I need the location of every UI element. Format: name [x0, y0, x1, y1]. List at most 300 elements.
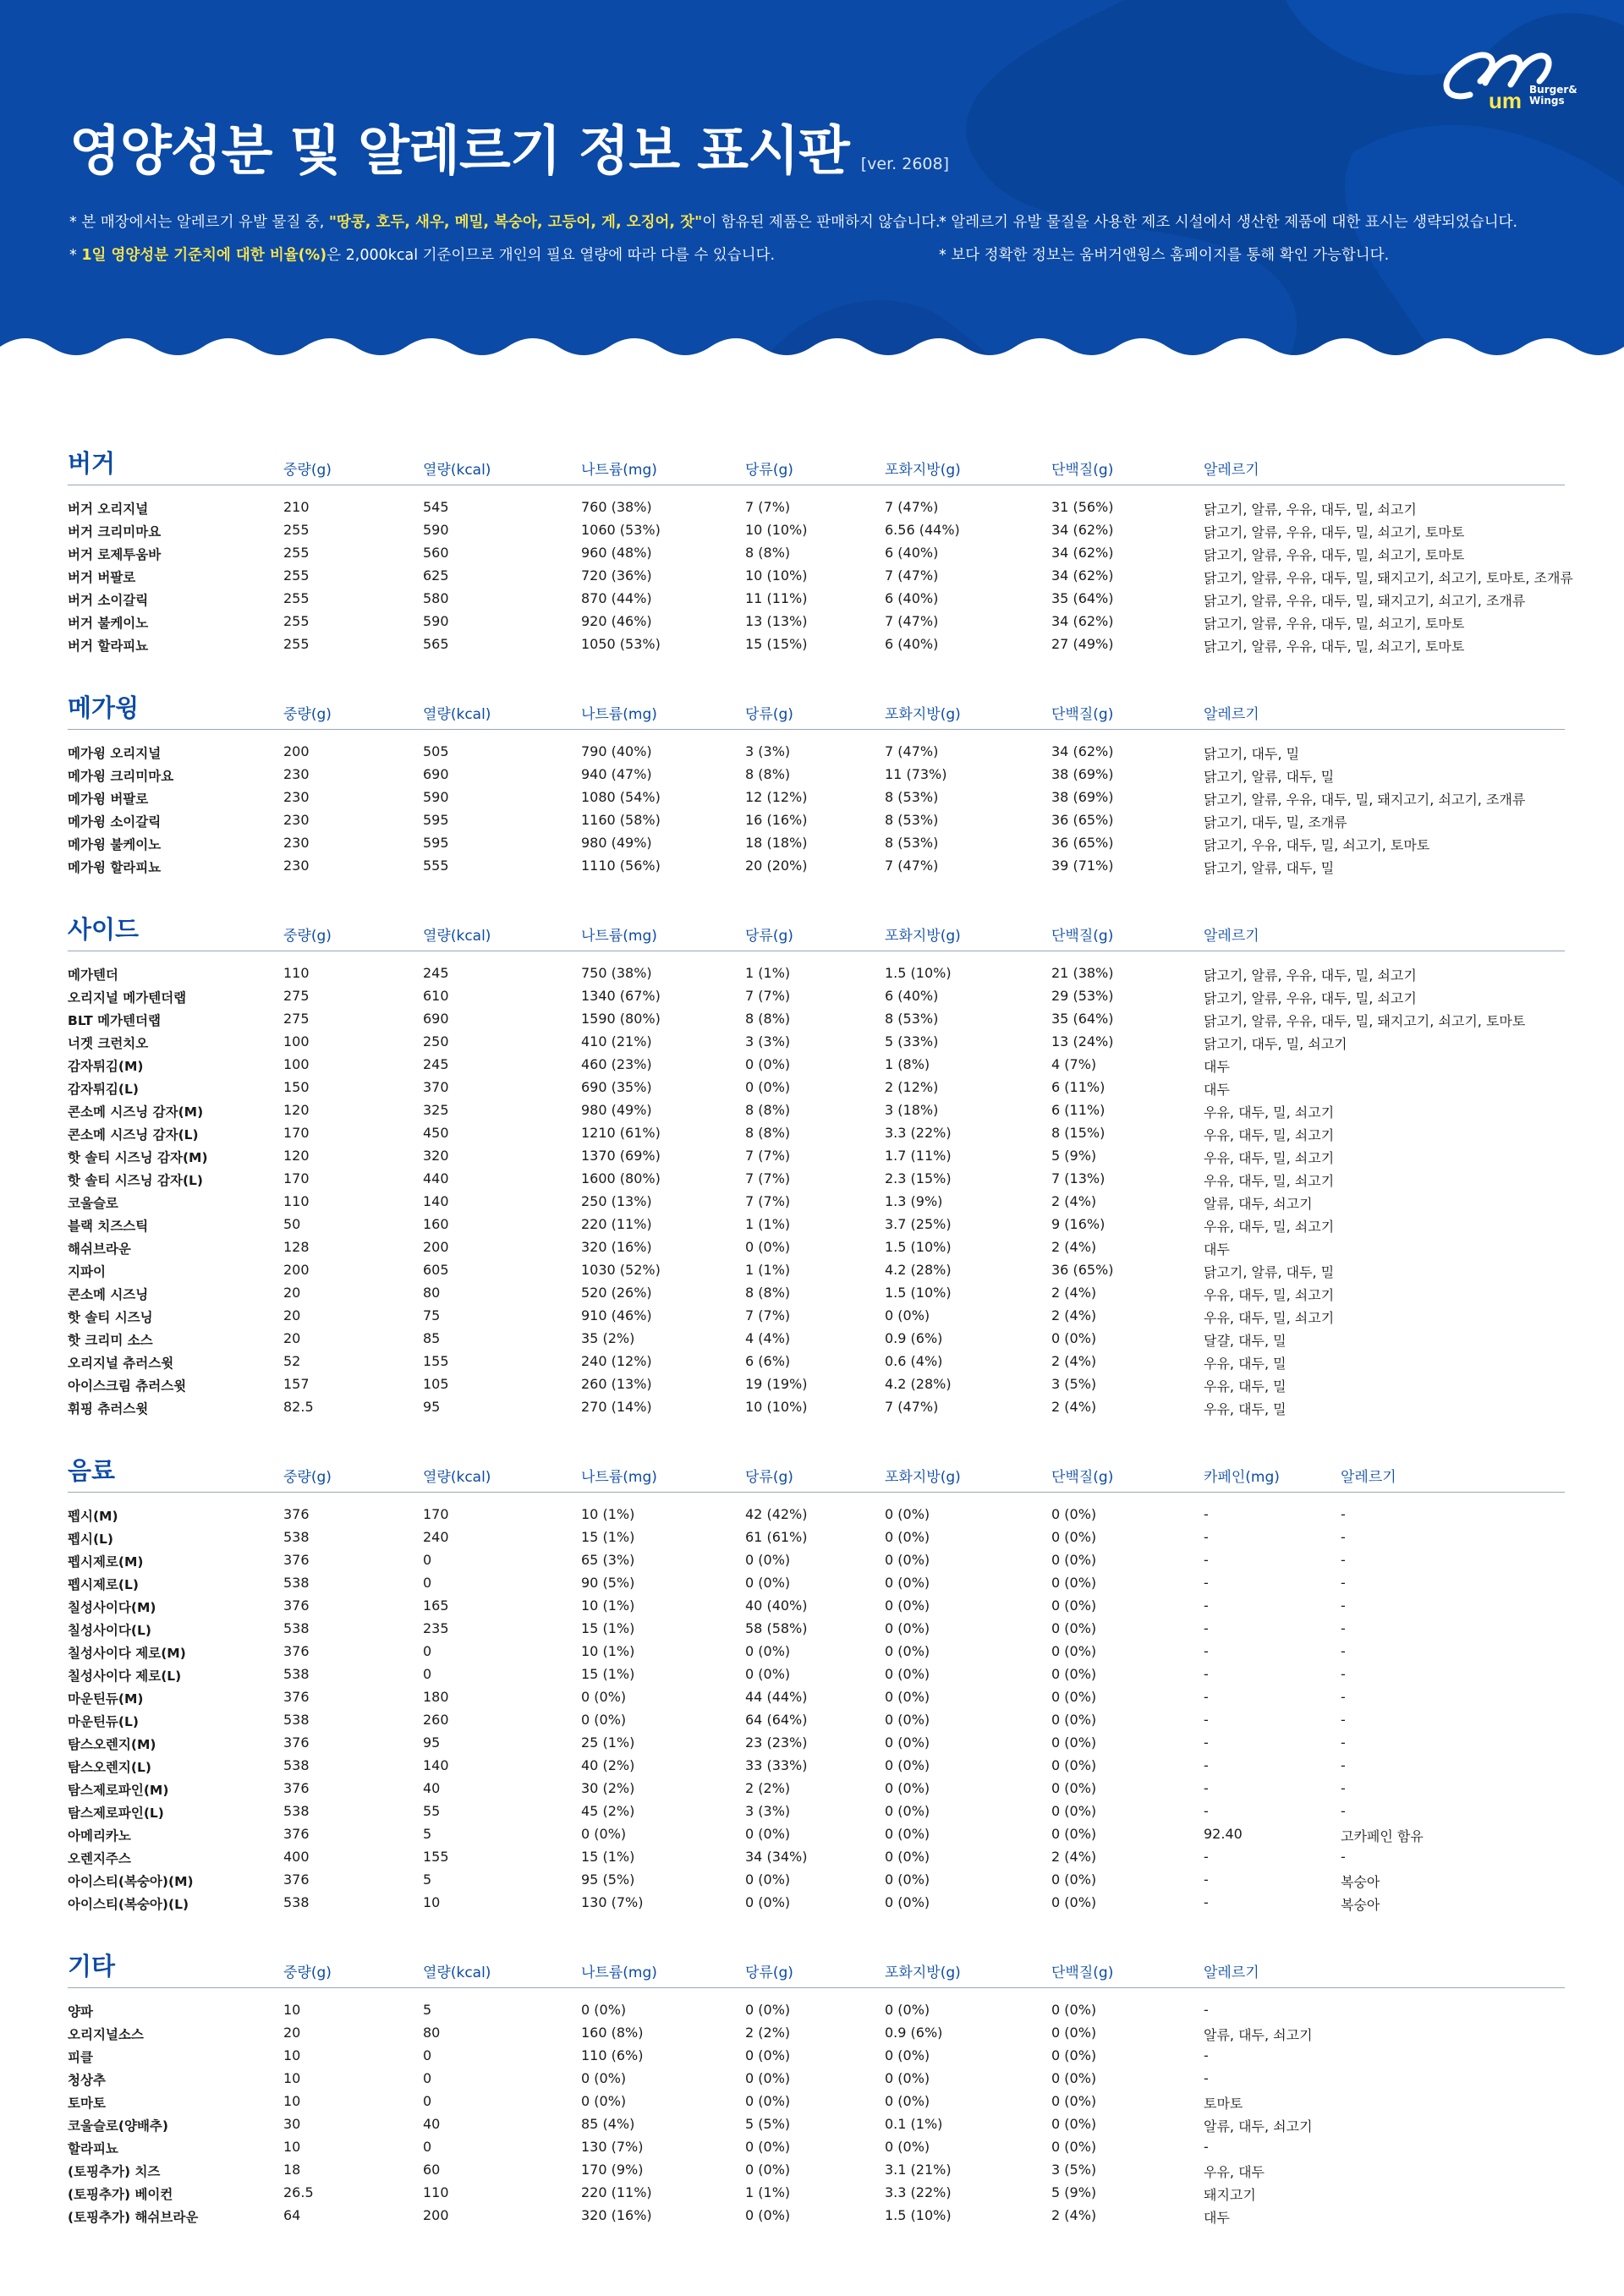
- table-cell: 0 (0%): [745, 2002, 791, 2018]
- table-cell: 110 (6%): [581, 2047, 644, 2063]
- item-name: 아이스티(복숭아)(L): [68, 1897, 189, 1912]
- table-cell: 우유, 대두, 밀, 쇠고기: [1204, 1173, 1335, 1189]
- column-header: 단백질(g): [1051, 1469, 1114, 1486]
- table-cell: 1050 (53%): [581, 636, 661, 652]
- table-cell: 255: [283, 545, 310, 561]
- table-cell: 6 (40%): [885, 590, 939, 606]
- column-header: 열량(kcal): [423, 462, 491, 479]
- table-cell: 우유, 대두, 밀, 쇠고기: [1204, 1219, 1335, 1235]
- item-name: 버거 오리지널: [68, 501, 149, 517]
- table-cell: 0 (0%): [745, 1079, 791, 1095]
- table-cell: 닭고기, 알류, 우유, 대두, 밀, 쇠고기, 토마토: [1204, 638, 1465, 655]
- table-cell: 대두: [1204, 1059, 1230, 1075]
- item-name: (토핑추가) 치즈: [68, 2164, 161, 2179]
- table-cell: 0 (0%): [885, 1712, 930, 1728]
- table-cell: 20: [283, 2025, 301, 2041]
- table-cell: 440: [423, 1170, 449, 1186]
- table-cell: 0 (0%): [745, 1643, 791, 1659]
- column-header: 당류(g): [745, 928, 793, 945]
- table-cell: 95: [423, 1399, 441, 1415]
- table-cell: 320 (16%): [581, 1239, 652, 1255]
- section-drink: [68, 1455, 1565, 1914]
- table-cell: 고카페인 함유: [1341, 1828, 1424, 1844]
- table-cell: 220 (11%): [581, 1216, 652, 1232]
- section-etc: [68, 1951, 1565, 2227]
- table-cell: 7 (13%): [1051, 1170, 1106, 1186]
- table-cell: 1340 (67%): [581, 988, 661, 1004]
- table-cell: 2 (4%): [1051, 1307, 1097, 1323]
- table-cell: 15 (1%): [581, 1849, 635, 1865]
- table-cell: 0 (0%): [885, 1871, 930, 1888]
- table-cell: 0 (0%): [745, 1552, 791, 1568]
- table-cell: 0 (0%): [1051, 1666, 1097, 1682]
- table-cell: 1 (1%): [745, 965, 791, 981]
- table-row: [68, 1281, 1565, 1304]
- table-row: [68, 610, 1565, 633]
- table-cell: 0 (0%): [885, 1307, 930, 1323]
- table-cell: 80: [423, 1285, 441, 1301]
- item-name: 마운틴듀(M): [68, 1691, 144, 1707]
- table-row: [68, 1213, 1565, 1236]
- table-cell: 255: [283, 590, 310, 606]
- table-cell: 230: [283, 789, 310, 805]
- item-name: 아이스티(복숭아)(M): [68, 1874, 194, 1889]
- table-cell: 닭고기, 알류, 대두, 밀: [1204, 769, 1335, 785]
- table-cell: 우유, 대두, 밀, 쇠고기: [1204, 1127, 1335, 1143]
- table-row: [68, 984, 1565, 1007]
- table-row: [68, 2135, 1565, 2158]
- table-cell: 2 (4%): [1051, 1849, 1097, 1865]
- table-cell: 0 (0%): [1051, 2139, 1097, 2155]
- item-name: 메가윙 할라피뇨: [68, 860, 162, 875]
- table-cell: 4.2 (28%): [885, 1262, 952, 1278]
- table-cell: -: [1204, 1757, 1209, 1773]
- item-name: 오리지널 츄러스윗: [68, 1356, 174, 1371]
- item-name: 칠성사이다(M): [68, 1600, 156, 1615]
- table-cell: 대두: [1204, 1241, 1230, 1258]
- table-cell: 160: [423, 1216, 449, 1232]
- table-cell: 0: [423, 1643, 432, 1659]
- column-header: 중량(g): [283, 706, 332, 723]
- table-cell: 920 (46%): [581, 613, 652, 629]
- table-cell: 38 (69%): [1051, 789, 1114, 805]
- item-name: 핫 솔티 시즈닝 감자(M): [68, 1150, 208, 1165]
- table-cell: 0 (0%): [885, 1597, 930, 1614]
- column-header: 열량(kcal): [423, 706, 491, 723]
- table-row: [68, 2158, 1565, 2181]
- table-cell: 128: [283, 1239, 310, 1255]
- table-cell: 555: [423, 858, 449, 874]
- table-cell: 23 (23%): [745, 1734, 808, 1751]
- table-row: [68, 2112, 1565, 2135]
- table-cell: 0 (0%): [745, 1575, 791, 1591]
- item-name: 메가윙 오리지널: [68, 746, 162, 761]
- table-cell: 0 (0%): [885, 2093, 930, 2109]
- item-name: 펩시(M): [68, 1509, 118, 1524]
- table-cell: 690 (35%): [581, 1079, 652, 1095]
- table-cell: 565: [423, 636, 449, 652]
- item-name: 버거 버팔로: [68, 570, 136, 585]
- table-cell: 8 (15%): [1051, 1125, 1106, 1141]
- table-cell: 250: [423, 1033, 449, 1049]
- table-cell: 2 (2%): [745, 1780, 791, 1796]
- table-cell: 250 (13%): [581, 1193, 652, 1209]
- table-cell: 5 (33%): [885, 1033, 939, 1049]
- table-cell: 7 (7%): [745, 499, 791, 515]
- table-cell: 15 (15%): [745, 636, 808, 652]
- table-cell: 0 (0%): [885, 1620, 930, 1636]
- table-cell: 8 (53%): [885, 812, 939, 828]
- item-name: 피클: [68, 2050, 93, 2065]
- table-cell: 0 (0%): [1051, 1757, 1097, 1773]
- item-name: 탐스제로파인(L): [68, 1806, 164, 1821]
- title-row: [69, 108, 949, 185]
- table-cell: -: [1341, 1529, 1346, 1545]
- table-cell: 230: [283, 766, 310, 782]
- table-cell: 230: [283, 858, 310, 874]
- table-cell: 34 (34%): [745, 1849, 808, 1865]
- table-cell: 200: [423, 1239, 449, 1255]
- table-cell: 닭고기, 알류, 우유, 대두, 밀, 쇠고기, 토마토: [1204, 616, 1465, 632]
- table-row: [68, 1121, 1565, 1144]
- table-cell: 9 (16%): [1051, 1216, 1106, 1232]
- item-name: 메가윙 불케이노: [68, 837, 162, 852]
- table-cell: 0 (0%): [1051, 2093, 1097, 2109]
- table-cell: 155: [423, 1353, 449, 1369]
- item-name: BLT 메가텐더랩: [68, 1013, 161, 1028]
- column-header: 단백질(g): [1051, 928, 1114, 945]
- table-cell: 150: [283, 1079, 310, 1095]
- table-cell: 1 (1%): [745, 1262, 791, 1278]
- table-cell: 0 (0%): [885, 1689, 930, 1705]
- table-cell: 29 (53%): [1051, 988, 1114, 1004]
- table-cell: 0 (0%): [885, 1757, 930, 1773]
- item-name: 감자튀김(M): [68, 1059, 144, 1074]
- table-row: [68, 1007, 1565, 1030]
- item-name: 펩시제로(M): [68, 1554, 144, 1570]
- table-cell: 20: [283, 1330, 301, 1346]
- table-cell: 230: [283, 835, 310, 851]
- table-cell: 538: [283, 1620, 310, 1636]
- table-cell: 260 (13%): [581, 1376, 652, 1392]
- table-row: [68, 1503, 1565, 1526]
- table-cell: 320: [423, 1148, 449, 1164]
- column-header: 당류(g): [745, 1469, 793, 1486]
- table-cell: 0 (0%): [581, 1689, 627, 1705]
- logo-sub2: Wings: [1529, 95, 1565, 107]
- table-cell: 0: [423, 1552, 432, 1568]
- table-cell: 980 (49%): [581, 1102, 652, 1118]
- column-header: 포화지방(g): [885, 462, 961, 479]
- table-cell: 0 (0%): [1051, 1620, 1097, 1636]
- table-cell: 3 (3%): [745, 743, 791, 759]
- table-cell: 220 (11%): [581, 2184, 652, 2200]
- table-row: [68, 587, 1565, 610]
- table-row: [68, 962, 1565, 984]
- column-header: 나트륨(mg): [581, 928, 657, 945]
- table-cell: 0.1 (1%): [885, 2116, 943, 2132]
- table-cell: 10 (1%): [581, 1597, 635, 1614]
- table-cell: 7 (47%): [885, 743, 939, 759]
- table-cell: 18 (18%): [745, 835, 808, 851]
- column-header: 포화지방(g): [885, 1964, 961, 1981]
- table-cell: 0 (0%): [1051, 2047, 1097, 2063]
- table-cell: 538: [283, 1575, 310, 1591]
- table-cell: 520 (26%): [581, 1285, 652, 1301]
- table-cell: 0 (0%): [885, 1780, 930, 1796]
- table-cell: -: [1341, 1506, 1346, 1522]
- table-cell: 20 (20%): [745, 858, 808, 874]
- table-cell: 닭고기, 알류, 우유, 대두, 밀, 돼지고기, 쇠고기, 토마토: [1204, 1013, 1526, 1029]
- table-cell: 13 (13%): [745, 613, 808, 629]
- table-cell: 11 (11%): [745, 590, 808, 606]
- table-cell: -: [1204, 1871, 1209, 1888]
- column-header: 알레르기: [1204, 928, 1259, 945]
- table-cell: 0 (0%): [745, 1826, 791, 1842]
- table-cell: 0 (0%): [885, 1803, 930, 1819]
- table-cell: 790 (40%): [581, 743, 652, 759]
- table-cell: 닭고기, 알류, 우유, 대두, 밀, 쇠고기: [1204, 990, 1417, 1006]
- table-cell: 16 (16%): [745, 812, 808, 828]
- table-cell: 170: [423, 1506, 449, 1522]
- table-cell: 240: [423, 1529, 449, 1545]
- table-cell: 255: [283, 522, 310, 538]
- table-cell: 44 (44%): [745, 1689, 808, 1705]
- table-cell: 1370 (69%): [581, 1148, 661, 1164]
- table-cell: 4 (7%): [1051, 1056, 1097, 1072]
- table-cell: 376: [283, 1597, 310, 1614]
- table-cell: 0 (0%): [885, 1643, 930, 1659]
- table-cell: 82.5: [283, 1399, 314, 1415]
- table-cell: -: [1204, 2070, 1209, 2086]
- column-header: 포화지방(g): [885, 928, 961, 945]
- table-cell: 560: [423, 545, 449, 561]
- logo-wordmark: [1529, 85, 1577, 107]
- table-cell: 140: [423, 1193, 449, 1209]
- table-cell: 260: [423, 1712, 449, 1728]
- table-cell: 20: [283, 1307, 301, 1323]
- table-cell: 8 (53%): [885, 835, 939, 851]
- item-name: 마운틴듀(L): [68, 1714, 139, 1729]
- table-cell: 275: [283, 1011, 310, 1027]
- table-cell: 376: [283, 1643, 310, 1659]
- table-cell: 157: [283, 1376, 310, 1392]
- table-cell: 450: [423, 1125, 449, 1141]
- table-cell: 10: [283, 2139, 301, 2155]
- table-cell: 410 (21%): [581, 1033, 652, 1049]
- table-cell: 58 (58%): [745, 1620, 808, 1636]
- table-cell: 0: [423, 2139, 432, 2155]
- table-cell: 270 (14%): [581, 1399, 652, 1415]
- table-cell: -: [1341, 1780, 1346, 1796]
- table-row: [68, 1526, 1565, 1548]
- table-cell: 6 (40%): [885, 545, 939, 561]
- table-cell: 25 (1%): [581, 1734, 635, 1751]
- table-row: [68, 1845, 1565, 1868]
- table-cell: 100: [283, 1056, 310, 1072]
- table-cell: 0: [423, 2093, 432, 2109]
- table-cell: 우유, 대두, 밀: [1204, 1356, 1287, 1372]
- table-cell: 605: [423, 1262, 449, 1278]
- column-header: 열량(kcal): [423, 1964, 491, 1981]
- table-cell: 27 (49%): [1051, 636, 1114, 652]
- table-row: [68, 740, 1565, 763]
- table-cell: 0 (0%): [745, 2207, 791, 2223]
- table-cell: 10 (1%): [581, 1643, 635, 1659]
- item-name: 아이스크림 츄러스윗: [68, 1378, 187, 1394]
- table-cell: 255: [283, 636, 310, 652]
- table-row: [68, 633, 1565, 655]
- table-row: [68, 1822, 1565, 1845]
- table-cell: 960 (48%): [581, 545, 652, 561]
- table-cell: -: [1341, 1734, 1346, 1751]
- table-cell: 35 (2%): [581, 1330, 635, 1346]
- table-cell: 복숭아: [1341, 1897, 1380, 1913]
- column-header: 중량(g): [283, 462, 332, 479]
- table-cell: 0 (0%): [1051, 2002, 1097, 2018]
- table-cell: 7 (7%): [745, 1193, 791, 1209]
- item-name: 핫 솔티 시즈닝: [68, 1310, 153, 1325]
- item-name: 펩시제로(L): [68, 1577, 139, 1592]
- column-header: 단백질(g): [1051, 706, 1114, 723]
- table-cell: 1 (1%): [745, 2184, 791, 2200]
- table-cell: 8 (8%): [745, 1011, 791, 1027]
- table-cell: 8 (8%): [745, 1102, 791, 1118]
- table-cell: -: [1341, 1849, 1346, 1865]
- table-body: [68, 730, 1565, 877]
- item-name: 너겟 크런치오: [68, 1036, 149, 1051]
- table-cell: 2 (4%): [1051, 1285, 1097, 1301]
- table-cell: 0.9 (6%): [885, 2025, 943, 2041]
- table-cell: 30: [283, 2116, 301, 2132]
- table-cell: 7 (7%): [745, 1170, 791, 1186]
- table-cell: 12 (12%): [745, 789, 808, 805]
- notice-allergen: * 본 매장에서는 알레르기 유발 물질 중, "땅콩, 호두, 새우, 메밀, 복숭아, 고등어, 게, 오징어, 잣"이 함유된 제품은 판매하지 않습니다.: [69, 214, 941, 231]
- table-cell: 알류, 대두, 쇠고기: [1204, 1196, 1313, 1212]
- table-cell: 0 (0%): [885, 1894, 930, 1910]
- table-cell: 0 (0%): [885, 2070, 930, 2086]
- table-cell: 6 (11%): [1051, 1079, 1106, 1095]
- table-cell: 980 (49%): [581, 835, 652, 851]
- table-cell: 100: [283, 1033, 310, 1049]
- table-cell: 538: [283, 1894, 310, 1910]
- table-row: [68, 541, 1565, 564]
- table-cell: 19 (19%): [745, 1376, 808, 1392]
- table-cell: 36 (65%): [1051, 835, 1114, 851]
- table-row: [68, 564, 1573, 587]
- section-title: 음료: [68, 1456, 116, 1485]
- table-cell: 40 (2%): [581, 1757, 635, 1773]
- table-cell: 910 (46%): [581, 1307, 652, 1323]
- section-title: 버거: [68, 449, 116, 478]
- table-cell: 7 (7%): [745, 1307, 791, 1323]
- item-name: 할라피뇨: [68, 2141, 118, 2156]
- table-row: [68, 1350, 1565, 1373]
- column-header: 열량(kcal): [423, 928, 491, 945]
- table-row: [68, 1373, 1565, 1395]
- column-header: 포화지방(g): [885, 1469, 961, 1486]
- table-cell: 닭고기, 알류, 우유, 대두, 밀, 돼지고기, 쇠고기, 조개류: [1204, 792, 1526, 808]
- table-cell: 0 (0%): [885, 2139, 930, 2155]
- table-cell: 3 (3%): [745, 1033, 791, 1049]
- table-cell: -: [1341, 1712, 1346, 1728]
- item-name: 콘소메 시즈닝 감자(M): [68, 1104, 204, 1120]
- table-cell: 0 (0%): [1051, 1871, 1097, 1888]
- table-cell: -: [1204, 2002, 1209, 2018]
- table-cell: 130 (7%): [581, 1894, 644, 1910]
- table-cell: 3 (5%): [1051, 1376, 1097, 1392]
- table-cell: -: [1204, 1575, 1209, 1591]
- table-cell: 376: [283, 1734, 310, 1751]
- table-cell: 50: [283, 1216, 301, 1232]
- table-cell: 0 (0%): [1051, 1712, 1097, 1728]
- table-cell: 325: [423, 1102, 449, 1118]
- table-cell: -: [1204, 1803, 1209, 1819]
- table-cell: 1.5 (10%): [885, 965, 952, 981]
- table-cell: 34 (62%): [1051, 522, 1114, 538]
- section-header: [68, 448, 1565, 485]
- table-cell: 0 (0%): [885, 1552, 930, 1568]
- table-cell: 64 (64%): [745, 1712, 808, 1728]
- table-cell: 52: [283, 1353, 301, 1369]
- item-name: (토핑추가) 베이컨: [68, 2187, 173, 2202]
- item-name: 핫 솔티 시즈닝 감자(L): [68, 1173, 204, 1188]
- table-cell: 0 (0%): [885, 1826, 930, 1842]
- table-cell: 36 (65%): [1051, 812, 1114, 828]
- table-cell: 0: [423, 1666, 432, 1682]
- table-cell: 376: [283, 1689, 310, 1705]
- table-row: [68, 2044, 1565, 2067]
- table-cell: 닭고기, 대두, 밀, 조개류: [1204, 814, 1347, 830]
- table-cell: -: [1204, 1849, 1209, 1865]
- table-cell: 376: [283, 1552, 310, 1568]
- table-cell: 0 (0%): [581, 1826, 627, 1842]
- table-cell: 10: [283, 2070, 301, 2086]
- table-cell: 625: [423, 567, 449, 584]
- table-body: [68, 1988, 1565, 2227]
- table-cell: 65 (3%): [581, 1552, 635, 1568]
- table-cell: -: [1204, 1666, 1209, 1682]
- item-name: 메가윙 소이갈릭: [68, 814, 162, 830]
- table-cell: 538: [283, 1803, 310, 1819]
- item-name: 메가텐더: [68, 967, 118, 983]
- table-cell: 8 (8%): [745, 545, 791, 561]
- table-cell: 0 (0%): [1051, 1643, 1097, 1659]
- table-cell: 10: [283, 2002, 301, 2018]
- table-row: [68, 1685, 1565, 1708]
- table-cell: 우유, 대두, 밀: [1204, 1401, 1287, 1417]
- table-row: [68, 1053, 1565, 1076]
- table-cell: 10: [283, 2093, 301, 2109]
- table-row: [68, 1571, 1565, 1594]
- table-row: [68, 1304, 1565, 1327]
- table-cell: 370: [423, 1079, 449, 1095]
- table-cell: 0 (0%): [1051, 1529, 1097, 1545]
- table-cell: 0 (0%): [745, 1894, 791, 1910]
- table-cell: 알류, 대두, 쇠고기: [1204, 2118, 1313, 2134]
- table-cell: 90 (5%): [581, 1575, 635, 1591]
- table-row: [68, 854, 1565, 877]
- table-cell: 15 (1%): [581, 1666, 635, 1682]
- section-title: 사이드: [68, 915, 140, 944]
- table-cell: 590: [423, 789, 449, 805]
- table-cell: 36 (65%): [1051, 1262, 1114, 1278]
- section-header: [68, 914, 1565, 951]
- item-name: 메가윙 크리미마요: [68, 769, 174, 784]
- table-cell: 0 (0%): [1051, 2070, 1097, 2086]
- item-name: 메가윙 버팔로: [68, 792, 149, 807]
- item-name: 지파이: [68, 1264, 106, 1280]
